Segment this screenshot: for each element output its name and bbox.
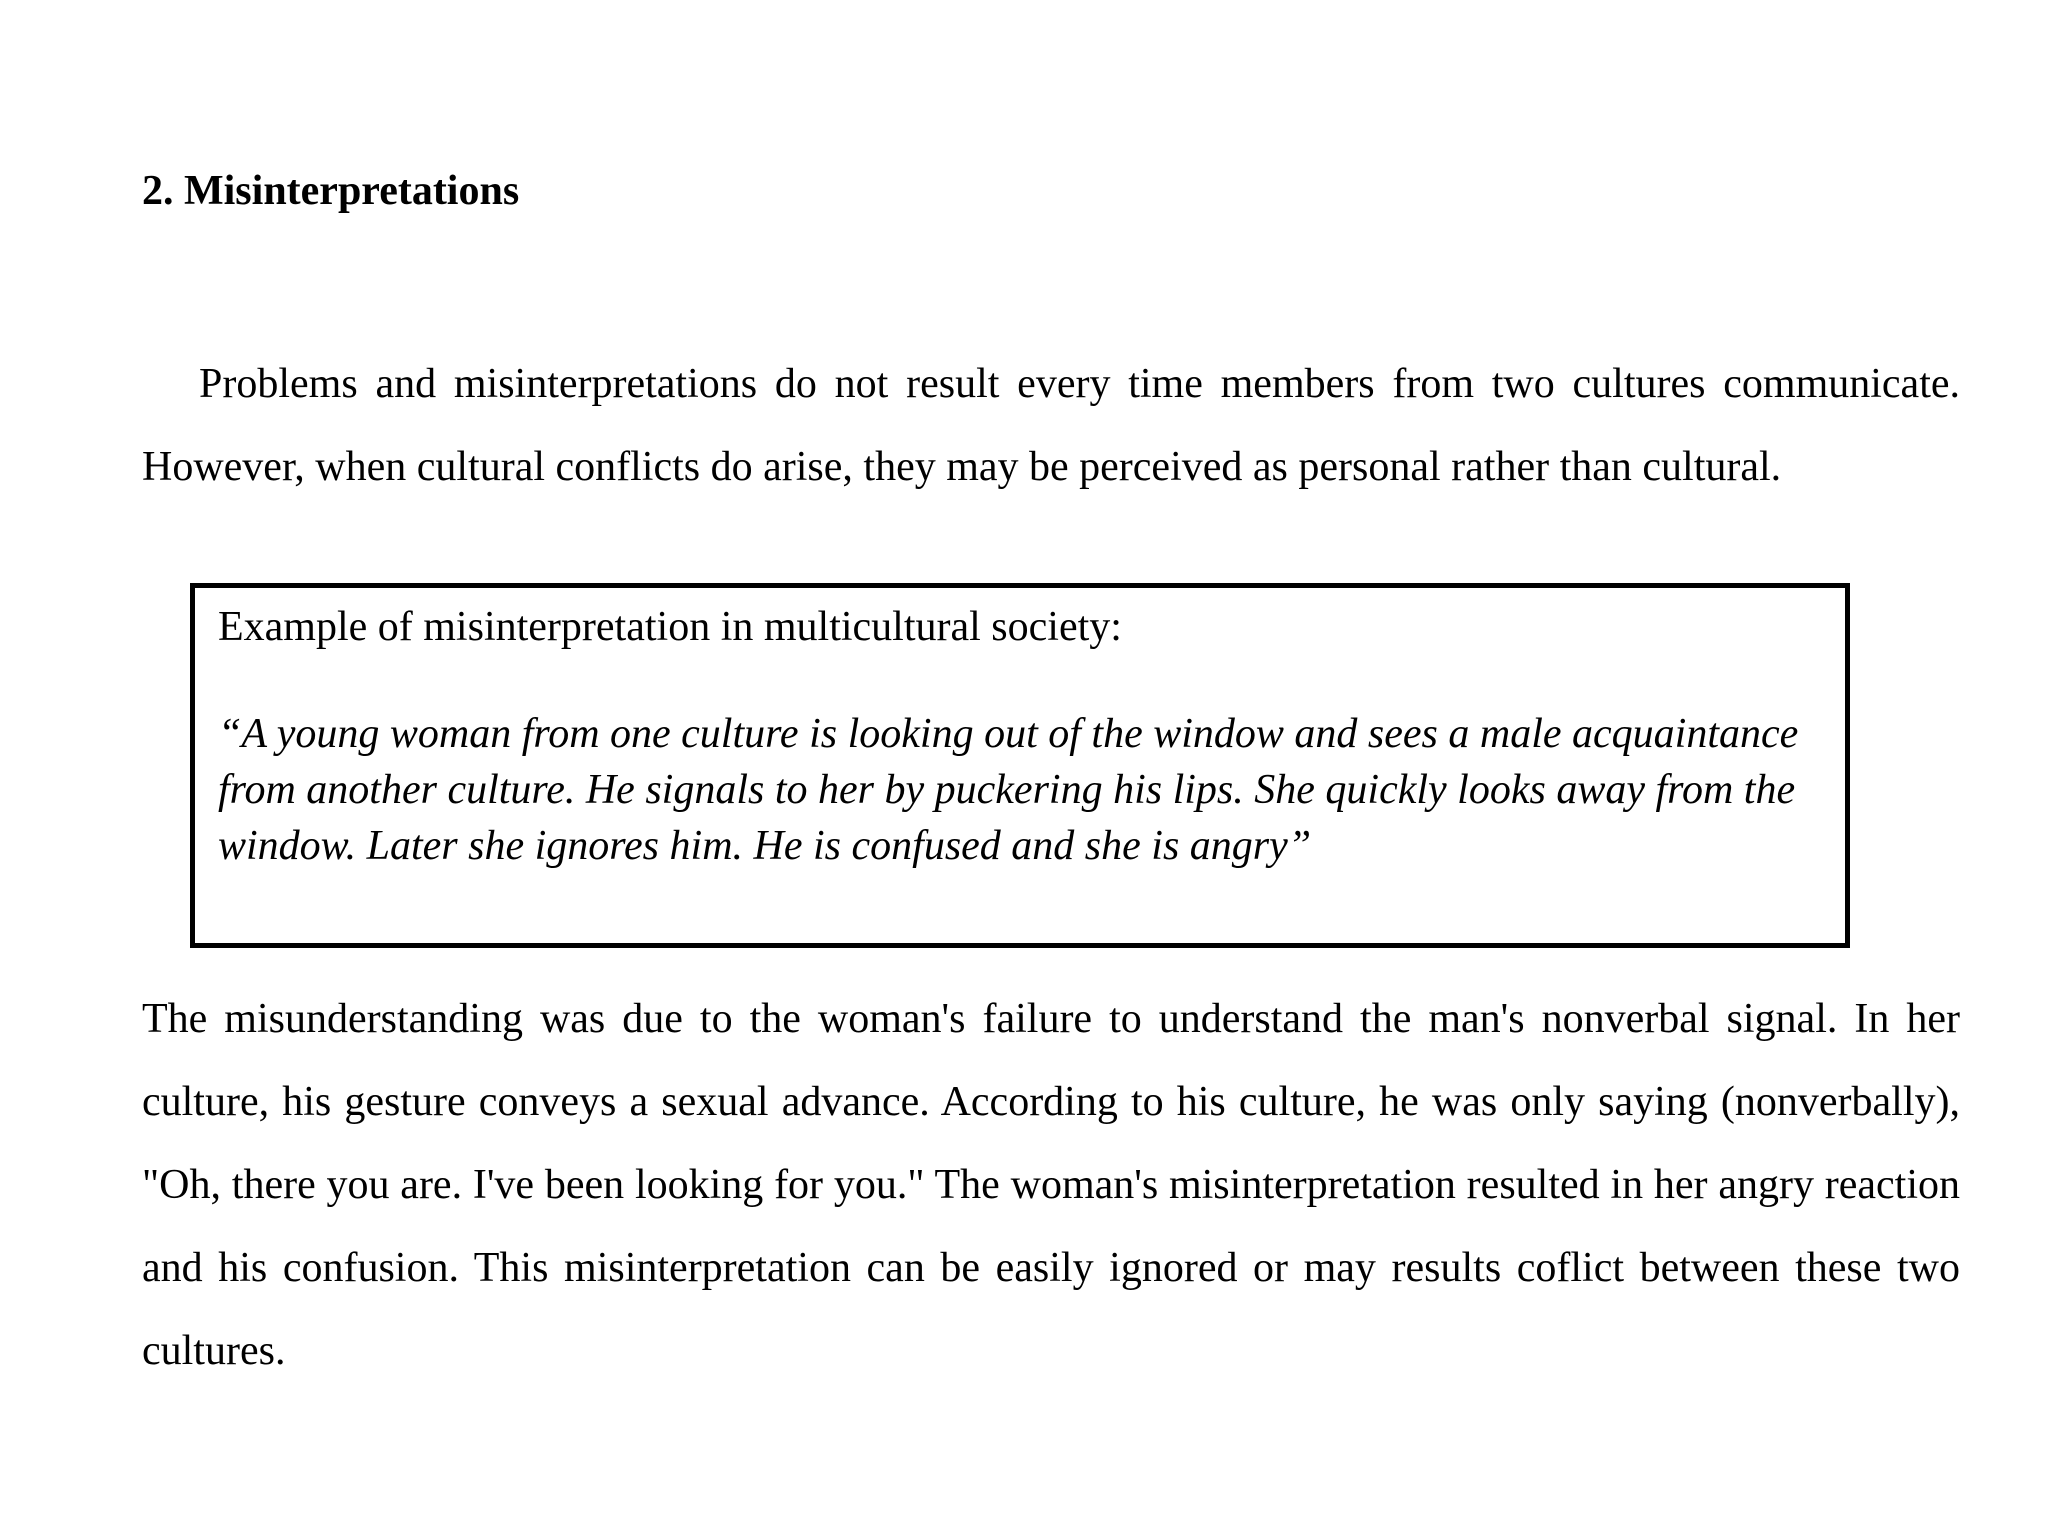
section-heading: 2. Misinterpretations	[142, 168, 520, 214]
example-title: Example of misinterpretation in multicultural society:	[218, 604, 1122, 650]
intro-paragraph: Problems and misinterpretations do not result every time members from two cultures communicate. However, when cultural conflicts do arise, they may be perceived as personal rather than cultural.	[142, 361, 1960, 490]
analysis-paragraph: The misunderstanding was due to the woman's failure to understand the man's nonverbal signal. In her culture, his gesture conveys a sexual advance. According to his culture, he was only saying (nonverbally), "Oh, there you are. I've been looking for you." The woman's misinterpretation resulted in her angry reaction and his confusion. This misinterpretation can be easily ignored or may results coflict between these two cultures.	[142, 996, 1960, 1374]
example-quote: “A young woman from one culture is looking out of the window and sees a male acquaintance from another culture. He signals to her by puckering his lips. She quickly looks away from the window. Later she ignores him. He is confused and she is angry”	[218, 711, 1799, 869]
example-box	[190, 583, 1850, 948]
